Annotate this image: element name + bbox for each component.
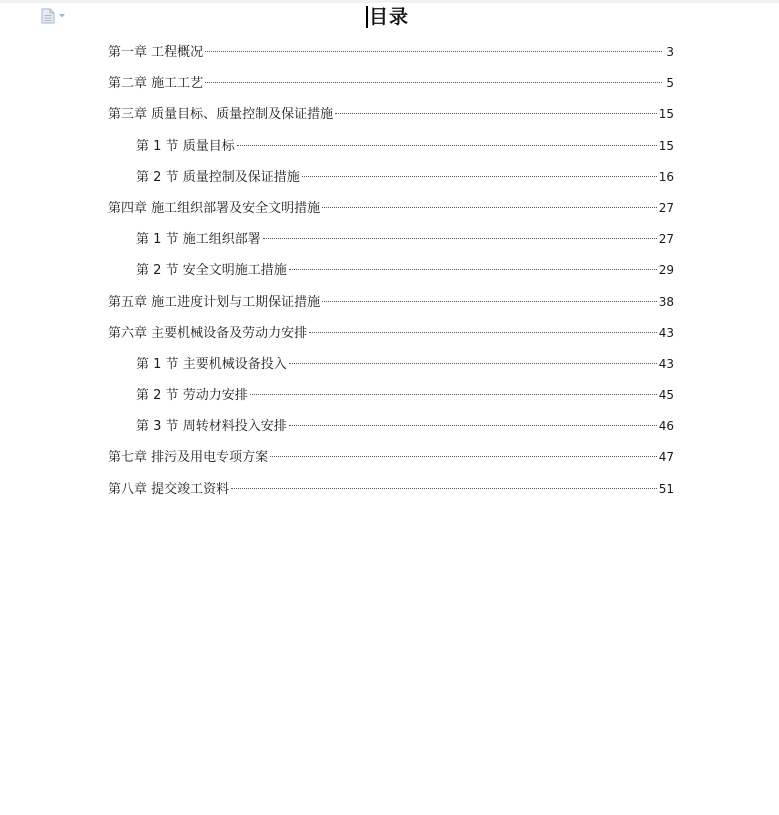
toc-entry[interactable] (108, 322, 674, 353)
toc-entry-label: 劳动力安排 (182, 388, 248, 404)
toc-entry-page: 43 (658, 325, 674, 340)
toc-leader-dots (289, 425, 657, 426)
toc-leader-dots (205, 82, 662, 83)
toc-leader-dots (302, 176, 657, 177)
toc-entry-number: 第二章 (108, 76, 148, 92)
page-title: 目录 (369, 6, 410, 28)
toc-entry-label: 主要机械设备及劳动力安排 (151, 325, 308, 341)
toc-entry-label: 周转材料投入安排 (182, 419, 287, 435)
toc-entry-page: 43 (658, 356, 674, 371)
toc-entry-label: 安全文明施工措施 (182, 263, 287, 279)
toc-entry[interactable] (108, 259, 674, 290)
toc-leader-dots (289, 363, 657, 364)
toc-entry[interactable] (108, 135, 674, 166)
toc-leader-dots (231, 488, 657, 489)
toc-entry-page: 15 (658, 107, 674, 122)
text-cursor (366, 6, 368, 28)
toc-entry[interactable] (108, 103, 674, 134)
toc-entry-page: 29 (658, 263, 674, 278)
toc-entry-page: 45 (658, 388, 674, 403)
toc-entry[interactable] (108, 291, 674, 322)
toc-entry[interactable] (108, 166, 674, 197)
toc-entry-label: 施工组织部署 (182, 232, 261, 248)
toc-entry-page: 51 (658, 481, 674, 496)
toc-entry-number: 第 2 节 (136, 263, 179, 279)
toc-entry-number: 第 2 节 (136, 169, 179, 185)
document-menu-button[interactable] (41, 9, 67, 23)
toc-entry-label: 质量控制及保证措施 (182, 169, 300, 185)
toc-entry-page: 5 (666, 76, 674, 91)
toc-entry-label: 提交竣工资料 (151, 481, 230, 497)
table-of-contents (108, 41, 674, 509)
toc-entry[interactable] (108, 446, 674, 477)
toc-entry-label: 施工工艺 (151, 76, 204, 92)
toc-entry-number: 第一章 (108, 45, 148, 60)
toc-entry-number: 第八章 (108, 481, 148, 497)
toc-entry-number: 第六章 (108, 325, 148, 341)
toc-entry-page: 15 (658, 138, 674, 153)
page-top-edge (0, 0, 779, 3)
toc-entry-page: 27 (658, 200, 674, 215)
toc-entry[interactable] (108, 478, 674, 509)
toc-entry-number: 第 1 节 (136, 138, 179, 154)
toc-leader-dots (322, 207, 657, 208)
document-icon (41, 8, 55, 24)
toc-entry-label: 质量目标、质量控制及保证措施 (151, 107, 334, 123)
toc-entry-page: 3 (666, 45, 674, 59)
toc-entry[interactable] (108, 41, 674, 72)
toc-entry-number: 第五章 (108, 294, 148, 310)
toc-entry-number: 第 1 节 (136, 232, 179, 248)
toc-entry-label: 质量目标 (182, 138, 235, 154)
toc-entry-label: 排污及用电专项方案 (151, 450, 269, 466)
toc-entry-page: 16 (658, 169, 674, 184)
toc-entry-number: 第 1 节 (136, 356, 179, 372)
toc-entry-label: 工程概况 (151, 45, 204, 60)
toc-entry-label: 施工组织部署及安全文明措施 (151, 200, 321, 216)
chevron-down-icon (59, 14, 65, 18)
toc-leader-dots (309, 332, 657, 333)
toc-leader-dots (289, 269, 657, 270)
toc-entry[interactable] (108, 228, 674, 259)
toc-leader-dots (322, 301, 657, 302)
toc-leader-dots (205, 51, 662, 52)
toc-entry[interactable] (108, 415, 674, 446)
toc-entry-number: 第 3 节 (136, 419, 179, 435)
toc-entry-number: 第七章 (108, 450, 148, 466)
toc-entry-page: 38 (658, 294, 674, 309)
toc-entry[interactable] (108, 384, 674, 415)
toc-leader-dots (237, 145, 657, 146)
toc-entry-number: 第四章 (108, 200, 148, 216)
toc-entry-page: 47 (658, 450, 674, 465)
toc-entry-page: 46 (658, 419, 674, 434)
toc-leader-dots (335, 113, 657, 114)
toc-leader-dots (250, 394, 657, 395)
toc-leader-dots (270, 456, 657, 457)
toc-entry-label: 主要机械设备投入 (182, 356, 287, 372)
toc-leader-dots (263, 238, 657, 239)
toc-entry[interactable] (108, 197, 674, 228)
toc-entry[interactable] (108, 72, 674, 103)
toc-entry[interactable] (108, 353, 674, 384)
toc-entry-number: 第三章 (108, 107, 148, 123)
toc-entry-label: 施工进度计划与工期保证措施 (151, 294, 321, 310)
toc-entry-number: 第 2 节 (136, 388, 179, 404)
toc-entry-page: 27 (658, 232, 674, 247)
